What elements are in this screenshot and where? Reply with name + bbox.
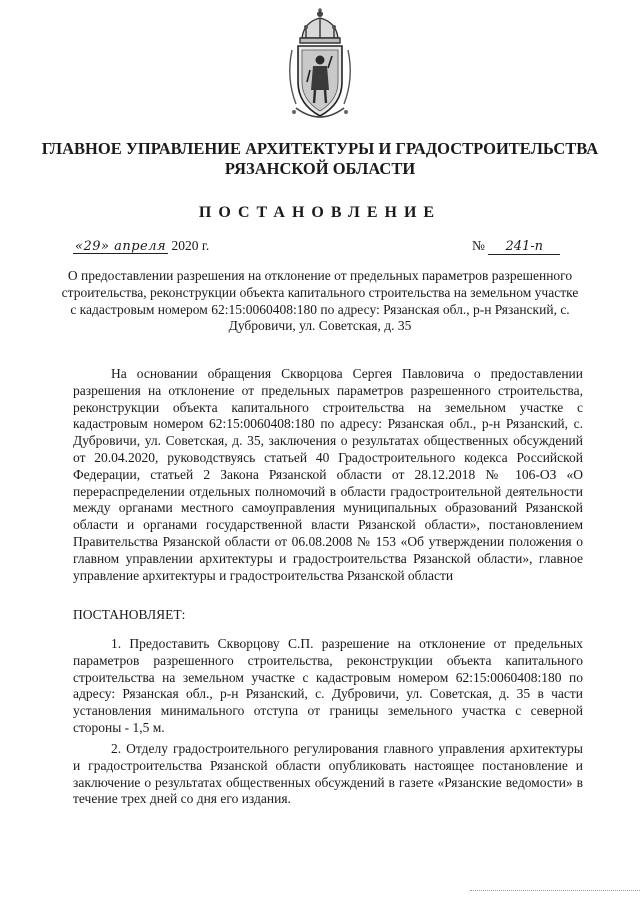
resolution-item-1: 1. Предоставить Скворцову С.П. разрешение на отклонение от предельных параметров разрешенного строительства, реконструкции объекта капитального строительства на земельном участке с кадастровым номером 62:15:0060408:180 по адресу: Рязанская обл., р-н Рязанский, с. Дубровичи, ул. Советская, д. 35 в части установления минимального отступа от границы земельного участка с северной стороны - 1,5 м. — [73, 636, 583, 735]
number-prefix: № — [472, 238, 485, 253]
date-handwritten: «29» апреля — [75, 239, 167, 254]
number-handwritten: 241-п — [488, 239, 560, 255]
document-type-heading: ПОСТАНОВЛЕНИЕ — [198, 204, 442, 221]
resolution-item-2: 2. Отделу градостроительного регулирования главного управления архитектуры и градостроительства Рязанской области опубликовать настоящее постановление и заключение о результатах общественных обсуждений в газете «Рязанские ведомости» в течение трех дней со дня его издания. — [73, 741, 583, 807]
organization-title: ГЛАВНОЕ УПРАВЛЕНИЕ АРХИТЕКТУРЫ И ГРАДОСТРОИТЕЛЬСТВА РЯЗАНСКОЙ ОБЛАСТИ — [41, 139, 599, 178]
document-number — [472, 238, 560, 255]
coat-of-arms-icon — [282, 8, 358, 126]
preamble-paragraph: На основании обращения Скворцова Сергея Павловича о предоставлении разрешения на отклонение от предельных параметров разрешенного строительства, реконструкции объекта капитального строительства на земельном участке с кадастровым номером 62:15:0060408:180 по адресу: Рязанская обл., р-н Рязанский, с. Дубровичи, ул. Советская, д. 35, заключения о результатах общественных обсуждений от 20.04.2020, руководствуясь статьей 40 Градостроительного кодекса Российской Федерации, статьей 2 Закона Рязанской области от 28.12.2018 № 106-ОЗ «О перераспределении отдельных полномочий в области градостроительной деятельности между органами местного самоуправления муниципальных образований Рязанской области и органами государственной власти Рязанской области», постановлением Правительства Рязанской области от 06.08.2008 № 153 «Об утверждении положения о главном управлении архитектуры и градостроительства Рязанской области», главное управление архитектуры и градостроительства Рязанской области — [73, 366, 583, 583]
date-year: 2020 г. — [171, 238, 210, 253]
scan-edge-divider — [470, 890, 640, 891]
document-subject: О предоставлении разрешения на отклонение от предельных параметров разрешенного строительства, реконструкции объекта капитального строительства на земельном участке с кадастровым номером 62:15:0060408:180 по адресу: Рязанская обл., р-н Рязанский, с. Дубровичи, ул. Советская, д. 35 — [61, 268, 579, 334]
document-date — [73, 238, 209, 254]
resolves-heading: ПОСТАНОВЛЯЕТ: — [73, 607, 186, 622]
